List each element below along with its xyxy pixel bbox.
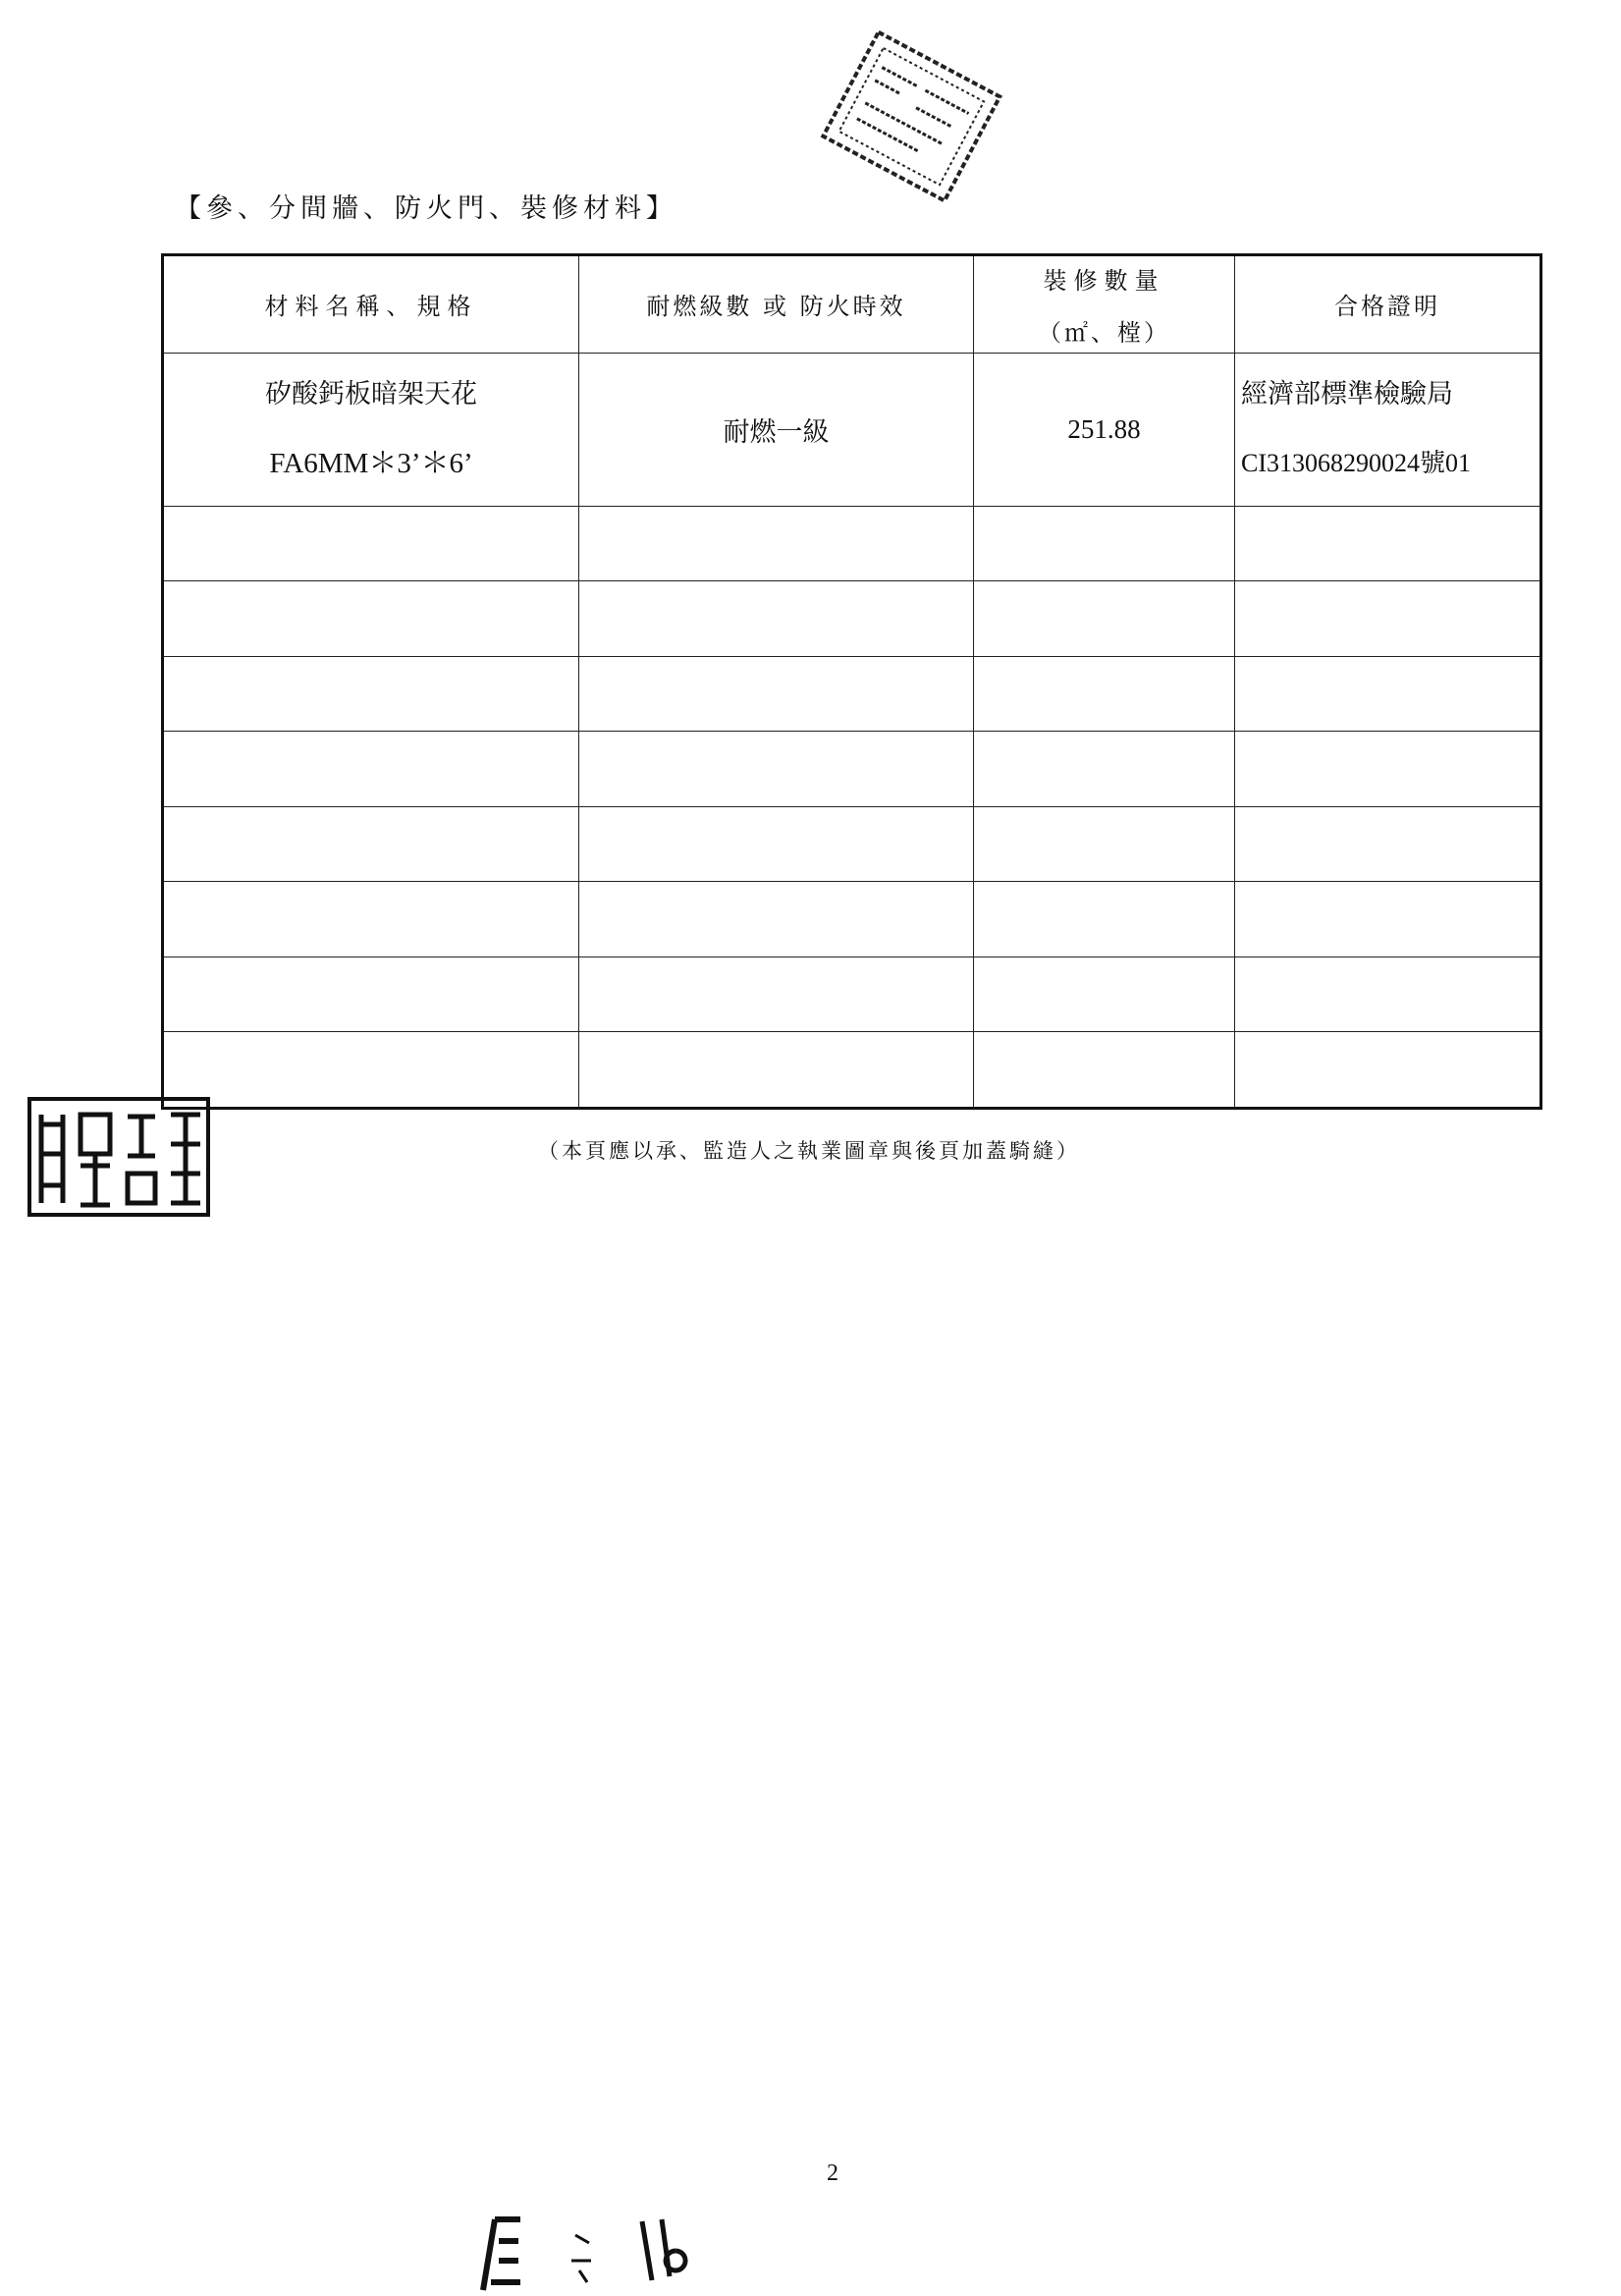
empty-cell	[163, 656, 579, 731]
table-row-empty	[163, 732, 1541, 806]
empty-cell	[974, 882, 1235, 957]
header-certificate: 合格證明	[1235, 255, 1541, 354]
table-row-empty	[163, 656, 1541, 731]
table-row-empty	[163, 882, 1541, 957]
empty-cell	[974, 806, 1235, 881]
empty-cell	[579, 882, 974, 957]
empty-cell	[579, 1032, 974, 1109]
empty-cell	[974, 581, 1235, 656]
empty-cell	[1235, 806, 1541, 881]
material-name: 矽酸鈣板暗架天花	[265, 379, 477, 410]
official-seal-stamp-bottom	[469, 2212, 705, 2292]
empty-cell	[163, 806, 579, 881]
empty-cell	[1235, 957, 1541, 1031]
empty-cell	[579, 957, 974, 1031]
empty-cell	[1235, 507, 1541, 581]
empty-cell	[974, 732, 1235, 806]
empty-cell	[974, 656, 1235, 731]
empty-cell	[163, 957, 579, 1031]
page-number: 2	[827, 2160, 838, 2186]
table-row	[163, 353, 1541, 506]
materials-table	[161, 253, 1542, 1110]
empty-cell	[163, 882, 579, 957]
cell-quantity: 251.88	[974, 353, 1235, 506]
empty-cell	[163, 507, 579, 581]
empty-cell	[974, 507, 1235, 581]
cell-certificate	[1235, 353, 1541, 506]
header-quantity	[974, 255, 1235, 354]
page-note: （本頁應以承、監造人之執業圖章與後頁加蓋騎縫）	[538, 1139, 1080, 1163]
empty-cell	[163, 1032, 579, 1109]
section-title: 【參、分間牆、防火門、裝修材料】	[175, 193, 677, 224]
empty-cell	[1235, 1032, 1541, 1109]
cell-material	[163, 353, 579, 506]
certificate-number: CI313068290024號01	[1241, 449, 1472, 478]
table-row-empty	[163, 957, 1541, 1031]
empty-cell	[1235, 882, 1541, 957]
header-quantity-label: 裝修數量	[1043, 266, 1165, 295]
empty-cell	[1235, 732, 1541, 806]
empty-cell	[579, 581, 974, 656]
empty-cell	[579, 806, 974, 881]
table-row-empty	[163, 1032, 1541, 1109]
material-spec: FA6MM＊3’＊6’	[269, 448, 473, 480]
empty-cell	[579, 507, 974, 581]
empty-cell	[1235, 581, 1541, 656]
empty-cell	[974, 1032, 1235, 1109]
header-quantity-unit: （㎡、樘）	[1038, 318, 1170, 347]
official-seal-stamp-top	[803, 27, 1017, 206]
empty-cell	[163, 732, 579, 806]
table-row-empty	[163, 507, 1541, 581]
empty-cell	[579, 732, 974, 806]
empty-cell	[1235, 656, 1541, 731]
table-row-empty	[163, 581, 1541, 656]
certificate-issuer: 經濟部標準檢驗局	[1241, 379, 1453, 410]
table-header-row	[163, 255, 1541, 354]
official-seal-stamp-left	[26, 1095, 212, 1219]
header-material: 材料名稱、規格	[163, 255, 579, 354]
empty-cell	[579, 656, 974, 731]
cell-fire-rating: 耐燃一級	[579, 353, 974, 506]
header-fire-rating: 耐燃級數 或 防火時效	[579, 255, 974, 354]
empty-cell	[163, 581, 579, 656]
empty-cell	[974, 957, 1235, 1031]
table-row-empty	[163, 806, 1541, 881]
